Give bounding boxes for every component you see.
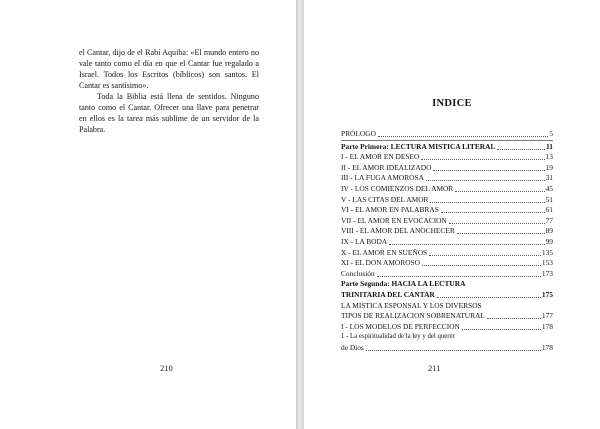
toc-page: 173 <box>541 268 553 278</box>
toc-page: 51 <box>545 194 553 204</box>
toc-label: III - LA FUGA AMOROSA <box>341 173 424 183</box>
toc-page: 5 <box>549 129 553 138</box>
index-title: INDICE <box>432 98 472 109</box>
toc-row-part-two <box>341 290 553 301</box>
toc-part-two-line-1: Parte Segunda: HACIA LA LECTURA <box>341 279 466 289</box>
toc-leader <box>366 350 541 351</box>
toc-row-subitem <box>341 343 553 354</box>
toc-label: IV - LOS COMIENZOS DEL AMOR <box>341 183 454 193</box>
toc-row-part-one <box>341 142 553 153</box>
toc-label: VII - EL AMOR EN EVOCACION <box>341 215 447 225</box>
toc-leader <box>422 265 541 266</box>
toc-part-one-list <box>341 152 553 279</box>
toc-label: IX - LA BODA <box>341 236 388 246</box>
body-text <box>79 48 259 136</box>
toc-label: de Dios <box>341 342 364 352</box>
toc-page: 31 <box>545 173 553 183</box>
toc-page: 153 <box>541 258 553 268</box>
toc-leader <box>497 149 545 150</box>
toc-page: 45 <box>545 183 553 193</box>
book-spine <box>296 0 304 429</box>
toc-row <box>341 216 553 227</box>
table-of-contents <box>341 129 553 353</box>
toc-row <box>341 205 553 216</box>
toc-label: X - EL AMOR EN SUEÑOS <box>341 247 428 257</box>
toc-label: II - EL AMOR IDEALIZADO <box>341 162 432 172</box>
toc-label: TRINITARIA DEL CANTAR <box>341 289 435 299</box>
toc-label: XI - EL DON AMOROSO <box>341 258 420 268</box>
toc-page: 89 <box>545 226 553 236</box>
toc-row-models <box>341 322 553 333</box>
toc-leader <box>389 244 544 245</box>
toc-page: 13 <box>545 152 553 162</box>
toc-leader <box>457 233 545 234</box>
toc-page: 175 <box>541 289 553 299</box>
toc-row <box>341 226 553 237</box>
toc-page: 61 <box>545 205 553 215</box>
toc-leader <box>429 255 541 256</box>
paragraph-2: Toda la Biblia está llena de sentidos. Ninguno tanto como el Cantar. Ofrecer una llave para penetrar en ellos es la tarea más sublime de un servidor de la Palabra. <box>79 92 259 134</box>
toc-page: 178 <box>541 342 553 352</box>
toc-leader <box>437 297 541 298</box>
toc-page: 19 <box>545 162 553 172</box>
toc-label: TIPOS DE REALIZACION SOBRENATURAL <box>341 311 485 321</box>
toc-page: 178 <box>541 321 553 331</box>
toc-row-section <box>341 311 553 322</box>
toc-row <box>341 184 553 195</box>
toc-page: 177 <box>541 311 553 321</box>
toc-rule <box>341 140 553 141</box>
toc-page: 11 <box>546 141 553 151</box>
toc-leader <box>455 191 544 192</box>
toc-leader <box>430 202 544 203</box>
toc-leader <box>377 276 541 277</box>
page-number-right: 211 <box>428 363 441 373</box>
toc-leader <box>426 180 545 181</box>
right-page <box>304 0 600 429</box>
toc-leader <box>462 329 541 330</box>
page-number-left: 210 <box>160 363 173 373</box>
toc-leader <box>378 136 548 137</box>
toc-label: I - EL AMOR EN DESEO <box>341 152 420 162</box>
toc-leader <box>433 170 544 171</box>
toc-row <box>341 237 553 248</box>
toc-row <box>341 195 553 206</box>
toc-page: 99 <box>545 236 553 246</box>
toc-label: Parte Primera: LECTURA MISTICA LITERAL <box>341 141 496 151</box>
toc-row-prologue <box>341 129 553 140</box>
toc-row <box>341 163 553 174</box>
toc-label: Conclusión <box>341 268 375 278</box>
toc-section-line-1: LA MISTICA ESPONSAL Y LOS DIVERSOS <box>341 300 482 310</box>
toc-page: 77 <box>545 215 553 225</box>
toc-label: I - LOS MODELOS DE PERFECCION <box>341 321 460 331</box>
toc-label: VI - EL AMOR EN PALABRAS <box>341 205 439 215</box>
toc-label: V - LAS CITAS DEL AMOR <box>341 194 429 204</box>
toc-label: PRÓLOGO <box>341 129 376 138</box>
toc-leader <box>421 159 544 160</box>
toc-label: VIII - EL AMOR DEL ANOCHECER <box>341 226 455 236</box>
toc-leader <box>449 223 545 224</box>
toc-page: 135 <box>541 247 553 257</box>
toc-row <box>341 258 553 269</box>
toc-leader <box>487 318 541 319</box>
toc-row <box>341 152 553 163</box>
toc-row <box>341 173 553 184</box>
left-page <box>0 0 296 429</box>
paragraph-1: el Cantar, dijo de el Rabí Aquiba: «El mundo entero no vale tanto como el día en que el Cantar fue regalado a Israel. Todos los Escritos (bíblicos) son santos. El Cantar es santísimo». <box>79 48 259 90</box>
toc-row <box>341 248 553 259</box>
toc-subitem-line-1: 1 - La espiritualidad de la ley y del querer <box>341 333 455 341</box>
toc-row <box>341 269 553 280</box>
toc-leader <box>441 212 545 213</box>
